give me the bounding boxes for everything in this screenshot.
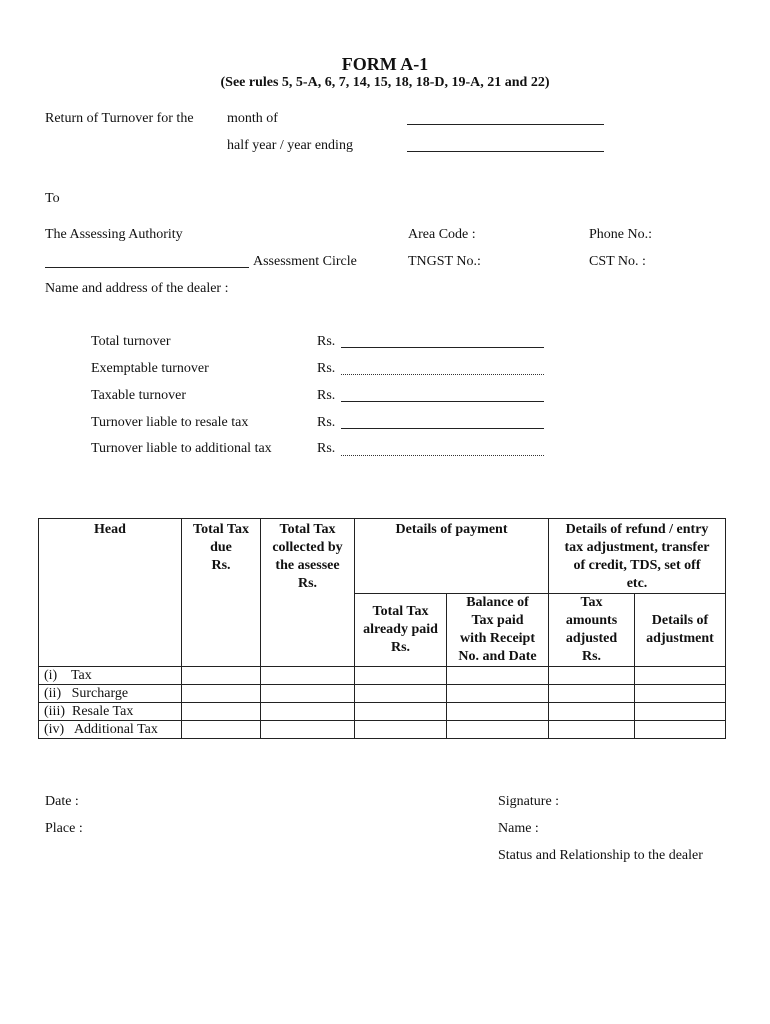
header-line: with Receipt	[459, 631, 536, 646]
header-line: Total Tax	[372, 604, 429, 619]
header-line: Rs.	[211, 558, 231, 573]
turnover-field-line[interactable]	[341, 374, 544, 375]
row-label: (iii) Resale Tax	[39, 703, 182, 721]
name-label: Name :	[498, 821, 539, 836]
table-cell[interactable]	[261, 703, 355, 721]
form-title: FORM A-1	[341, 54, 429, 74]
header-line: No. and Date	[458, 649, 537, 664]
currency-label: Rs.	[317, 361, 336, 376]
turnover-field-line[interactable]	[341, 455, 544, 456]
table-cell[interactable]	[355, 721, 447, 739]
to-label: To	[45, 191, 60, 206]
currency-label: Rs.	[317, 334, 336, 349]
turnover-item: Taxable turnover	[91, 388, 187, 403]
table-row	[39, 685, 726, 703]
header-line: already paid	[363, 622, 438, 637]
place-label: Place :	[45, 821, 83, 836]
header-line: Total Tax	[193, 522, 249, 537]
table-cell[interactable]	[549, 667, 635, 685]
table-cell[interactable]	[635, 703, 726, 721]
table-cell[interactable]	[355, 703, 447, 721]
header-line: Details of payment	[395, 522, 508, 537]
table-cell[interactable]	[635, 721, 726, 739]
table-cell[interactable]	[447, 703, 549, 721]
header-line: Tax	[580, 595, 603, 610]
header-line: adjusted	[565, 631, 618, 646]
table-cell[interactable]	[549, 703, 635, 721]
table-cell[interactable]	[182, 721, 261, 739]
row-label: (ii) Surcharge	[39, 685, 182, 703]
table-cell[interactable]	[261, 685, 355, 703]
turnover-field-line[interactable]	[341, 401, 544, 402]
month-field-line[interactable]	[407, 124, 604, 125]
tngst-label: TNGST No.:	[408, 254, 481, 269]
table-cell[interactable]	[447, 685, 549, 703]
header-line: of credit, TDS, set off	[573, 558, 701, 573]
details-refund-header	[549, 519, 726, 594]
dealer-label: Name and address of the dealer :	[45, 281, 229, 296]
phone-label: Phone No.:	[589, 227, 652, 242]
table-cell[interactable]	[447, 721, 549, 739]
month-label: month of	[227, 111, 278, 126]
table-cell[interactable]	[549, 721, 635, 739]
header-line: Rs.	[390, 640, 411, 655]
table-cell[interactable]	[635, 685, 726, 703]
table-cell[interactable]	[549, 685, 635, 703]
header-line: adjustment	[646, 631, 714, 646]
turnover-item: Turnover liable to resale tax	[91, 415, 249, 430]
area-code-label: Area Code :	[408, 227, 476, 242]
header-line: amounts	[565, 613, 618, 628]
table-row	[39, 667, 726, 685]
table-cell[interactable]	[355, 685, 447, 703]
cst-label: CST No. :	[589, 254, 646, 269]
row-label: (iv) Additional Tax	[39, 721, 182, 739]
table-cell[interactable]	[355, 667, 447, 685]
header-line: Rs.	[297, 576, 318, 591]
header-line: Rs.	[581, 649, 602, 664]
tax-adjusted-header	[549, 594, 635, 667]
header-line: Tax paid	[471, 613, 524, 628]
table-cell[interactable]	[261, 667, 355, 685]
total-tax-collected-header	[261, 519, 355, 667]
turnover-item: Total turnover	[91, 334, 171, 349]
turnover-field-line[interactable]	[341, 347, 544, 348]
table-row	[39, 721, 726, 739]
currency-label: Rs.	[317, 388, 336, 403]
form-subtitle: (See rules 5, 5-A, 6, 7, 14, 15, 18, 18-D, 19-A, 21 and 22)	[220, 75, 550, 90]
table-cell[interactable]	[447, 667, 549, 685]
head-column-header	[39, 519, 182, 667]
return-label: Return of Turnover for the	[45, 111, 194, 126]
row-label: (i) Tax	[39, 667, 182, 685]
tax-table	[38, 518, 726, 739]
balance-header	[447, 594, 549, 667]
halfyear-field-line[interactable]	[407, 151, 604, 152]
table-cell[interactable]	[261, 721, 355, 739]
circle-field-line[interactable]	[45, 267, 249, 268]
table-cell[interactable]	[182, 667, 261, 685]
assessment-circle-label: Assessment Circle	[253, 254, 357, 269]
currency-label: Rs.	[317, 415, 336, 430]
header-line: etc.	[626, 576, 648, 591]
header-line: tax adjustment, transfer	[564, 540, 710, 555]
table-row	[39, 703, 726, 721]
date-label: Date :	[45, 794, 79, 809]
turnover-field-line[interactable]	[341, 428, 544, 429]
header-line: Balance of	[466, 595, 529, 610]
halfyear-label: half year / year ending	[227, 138, 353, 153]
turnover-item: Turnover liable to additional tax	[91, 441, 272, 456]
header-line: Details of refund / entry	[565, 522, 709, 537]
header-line: Details of	[651, 613, 709, 628]
header-line: collected by	[272, 540, 343, 555]
currency-label: Rs.	[317, 441, 336, 456]
total-tax-due-header	[182, 519, 261, 667]
assessing-authority-label: The Assessing Authority	[45, 227, 183, 242]
details-payment-header	[355, 519, 549, 594]
turnover-item: Exemptable turnover	[91, 361, 209, 376]
header-line: due	[210, 540, 232, 555]
table-cell[interactable]	[635, 667, 726, 685]
table-cell[interactable]	[182, 685, 261, 703]
head-label: Head	[94, 522, 126, 537]
header-line: Total Tax	[279, 522, 336, 537]
status-label: Status and Relationship to the dealer	[498, 848, 703, 863]
header-line: the asessee	[275, 558, 340, 573]
signature-label: Signature :	[498, 794, 560, 809]
table-cell[interactable]	[182, 703, 261, 721]
details-adjustment-header	[635, 594, 726, 667]
already-paid-header	[355, 594, 447, 667]
